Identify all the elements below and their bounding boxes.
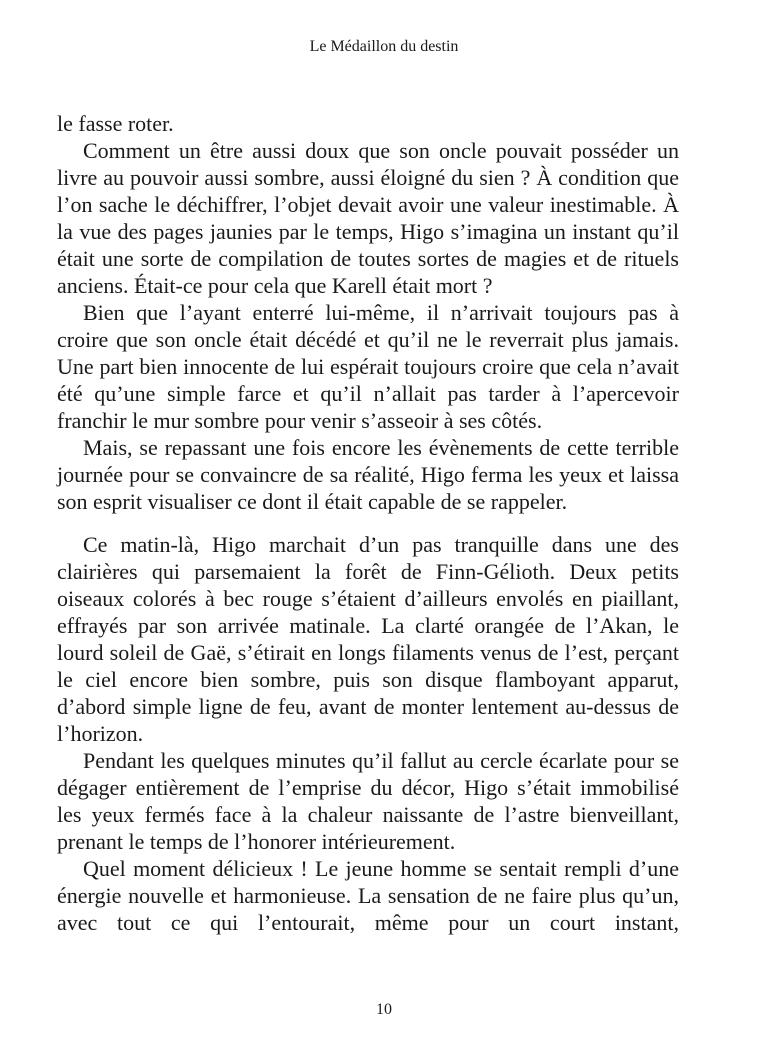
running-header-title: Le Médaillon du destin — [309, 38, 459, 55]
paragraph: Comment un être aussi doux que son oncle pouvait posséder un livre au pouvoir aussi sombre, aussi éloigné du sien ? À condition que l’on sache le déchiffrer, l’objet devait avoir une valeur inestimable. À la vue des pages jaunies par le temps, Higo s’imagina un instant qu’il était une sorte de compilation de toutes sortes de magies et de rituels anciens. Était-ce pour cela que Karell était mort ? — [57, 138, 679, 298]
paragraph: Bien que l’ayant enterré lui-même, il n’arrivait toujours pas à croire que son oncle était décédé et qu’il ne le reverrait plus jamais. Une part bien innocente de lui espérait toujours croire que cela n’avait été qu’une simple farce et qu’il n’allait pas tarder à l’apercevoir franchir le mur sombre pour venir s’asseoir à ses côtés. — [57, 300, 679, 433]
page-number: 10 — [376, 1001, 392, 1018]
paragraph-continues-next-page: Quel moment délicieux ! Le jeune homme se sentait rempli d’une énergie nouvelle et harmonieuse. La sensation de ne faire plus qu’un, avec tout ce qui l’entourait, même pour un court instant, — [57, 856, 679, 935]
paragraph: Pendant les quelques minutes qu’il fallut au cercle écarlate pour se dégager entièrement de l’emprise du décor, Higo s’était immobilisé les yeux fermés face à la chaleur naissante de l’astre bienveillant, prenant le temps de l’honorer intérieurement. — [57, 748, 679, 854]
paragraph-continuation: le fasse roter. — [57, 111, 174, 136]
paragraph: Mais, se repassant une fois encore les évènements de cette terrible journée pour se convaincre de sa réalité, Higo ferma les yeux et laissa son esprit visualiser ce dont il était capable de se rappeler. — [57, 435, 679, 514]
paragraph-section-start: Ce matin-là, Higo marchait d’un pas tranquille dans une des clairières qui parsemaient la forêt de Finn-Gélioth. Deux petits oiseaux colorés à bec rouge s’étaient d’ailleurs envolés en piaillant, effrayés par son arrivée matinale. La clarté orangée de l’Akan, le lourd soleil de Gaë, s’étirait en longs filaments venus de l’est, perçant le ciel encore bien sombre, puis son disque flamboyant apparut, d’abord simple ligne de feu, avant de monter lentement au-dessus de l’horizon. — [57, 532, 679, 746]
body-text — [57, 110, 679, 936]
